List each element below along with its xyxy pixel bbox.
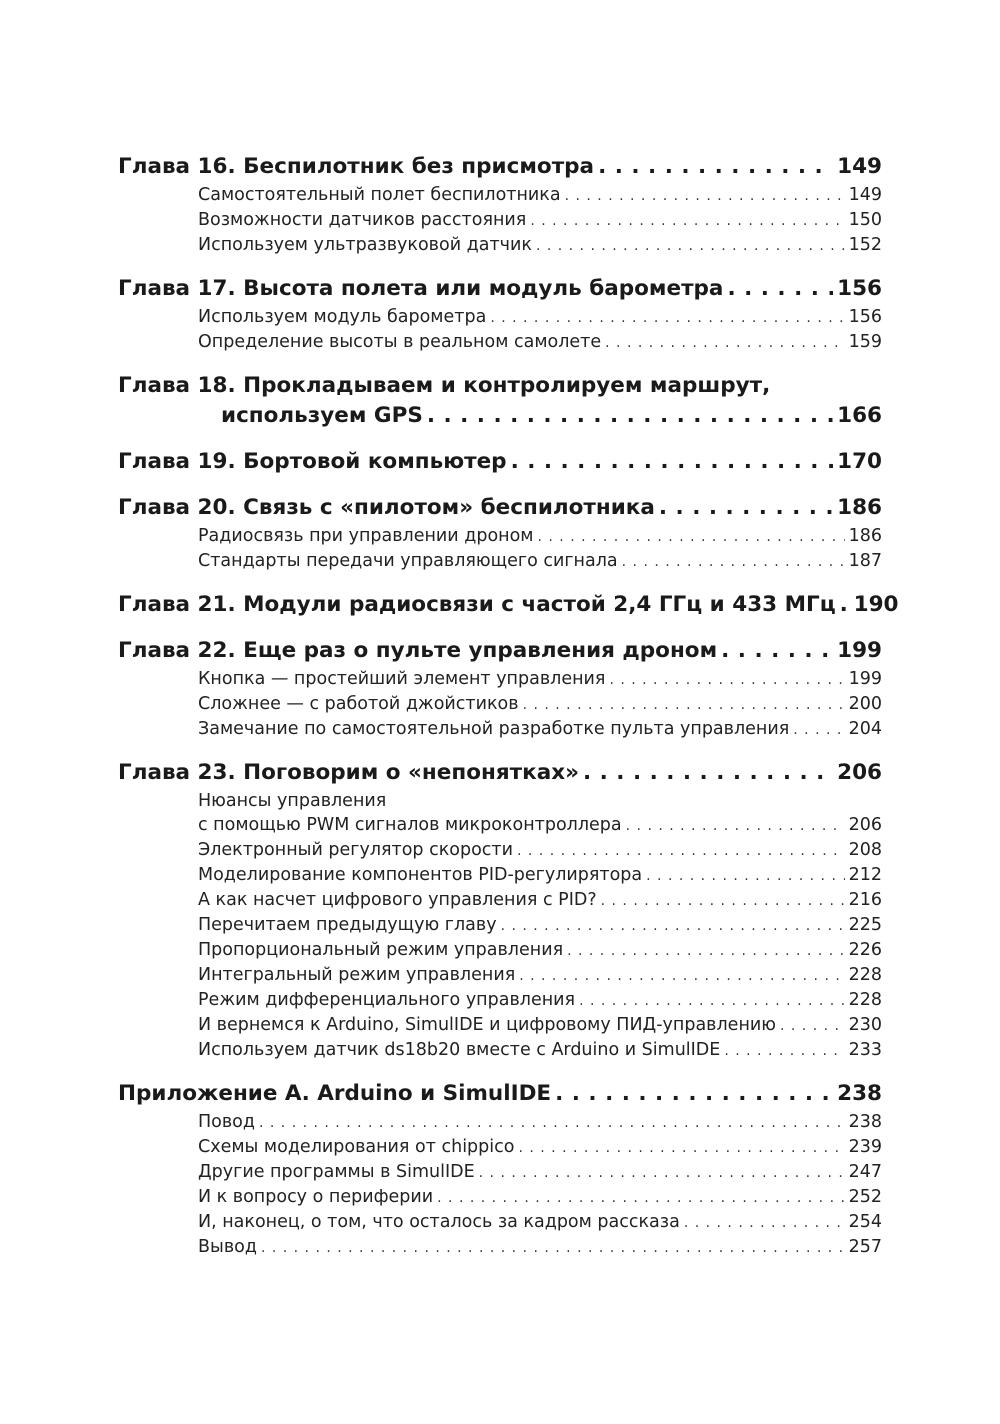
dot-leader xyxy=(565,184,845,208)
section-page-number: 150 xyxy=(848,210,882,230)
chapter-title: Глава 21. Модули радиосвязи с частой 2,4 ГГц и 433 МГц xyxy=(118,592,836,617)
section-entry xyxy=(198,717,882,742)
section-title: Замечание по самостоятельной разработке пульта управления xyxy=(198,719,790,739)
section-title: Сложнее — с работой джойстиков xyxy=(198,694,519,714)
section-page-number: 239 xyxy=(848,1137,882,1157)
dot-leader xyxy=(518,1136,844,1160)
chapter-heading xyxy=(118,758,882,788)
section-page-number: 226 xyxy=(848,940,882,960)
dot-leader xyxy=(609,668,844,692)
section-entry xyxy=(198,888,882,913)
chapter-heading xyxy=(118,371,882,431)
toc-chapter xyxy=(118,371,882,431)
dot-leader xyxy=(622,550,845,574)
toc-chapter xyxy=(118,590,899,620)
toc-chapter xyxy=(118,493,882,574)
section-entry xyxy=(198,208,882,233)
section-entry xyxy=(198,667,882,692)
section-entry xyxy=(198,233,882,258)
dot-leader xyxy=(605,331,844,355)
section-title: Режим дифференциального управления xyxy=(198,990,576,1010)
dot-leader xyxy=(261,1236,845,1260)
dot-leader xyxy=(501,914,845,938)
section-page-number: 149 xyxy=(848,185,882,205)
dot-leader xyxy=(567,939,844,963)
chapter-title: Глава 16. Беспилотник без присмотра xyxy=(118,154,595,179)
section-page-number: 159 xyxy=(848,332,882,352)
section-page-number: 254 xyxy=(848,1212,882,1232)
chapter-page-number: 238 xyxy=(837,1081,882,1106)
section-page-number: 228 xyxy=(848,990,882,1010)
section-title: Повод xyxy=(198,1112,255,1132)
section-entry xyxy=(198,1210,882,1235)
section-title: Используем датчик ds18b20 вместе с Arduino и SimulIDE xyxy=(198,1040,721,1060)
chapter-page-number: 206 xyxy=(837,760,882,785)
section-title: Кнопка — простейший элемент управления xyxy=(198,669,606,689)
section-title: И, наконец, о том, что осталось за кадром рассказа xyxy=(198,1212,680,1232)
chapter-heading xyxy=(118,636,882,666)
section-entry xyxy=(198,330,882,355)
toc-chapter xyxy=(118,152,882,258)
section-title: Моделирование компонентов PID-регулирятора xyxy=(198,865,643,885)
chapter-page-number: 166 xyxy=(837,403,882,428)
section-page-number: 187 xyxy=(848,551,882,571)
section-entry xyxy=(198,549,882,574)
section-entry xyxy=(198,1013,882,1038)
section-entry xyxy=(198,305,882,330)
section-page-number: 200 xyxy=(848,694,882,714)
dot-leader xyxy=(536,234,845,258)
dot-leader xyxy=(724,1039,844,1063)
section-title: Интегральный режим управления xyxy=(198,965,516,985)
dot-leader xyxy=(793,718,844,742)
section-entry xyxy=(198,1185,882,1210)
section-entry xyxy=(198,913,882,938)
chapter-heading xyxy=(118,493,882,523)
chapter-page-number: 156 xyxy=(837,276,882,301)
section-title: Используем модуль барометра xyxy=(198,307,487,327)
section-title: Пропорциональный режим управления xyxy=(198,940,564,960)
section-page-number: 186 xyxy=(848,526,882,546)
section-entry xyxy=(198,838,882,863)
toc-chapter xyxy=(118,758,882,1063)
section-title: А как насчет цифрового управления с PID? xyxy=(198,890,597,910)
section-page-number: 238 xyxy=(848,1112,882,1132)
section-entry xyxy=(198,1235,882,1260)
section-title: Самостоятельный полет беспилотника xyxy=(198,185,561,205)
dot-leader xyxy=(684,1211,845,1235)
dot-leader xyxy=(523,693,845,717)
section-entry xyxy=(198,789,882,813)
dot-leader xyxy=(579,989,845,1013)
toc-chapter xyxy=(118,1079,882,1260)
chapter-title: Глава 22. Еще раз о пульте управления дроном xyxy=(118,638,718,663)
chapter-title: Глава 23. Поговорим о «непонятках» xyxy=(118,760,579,785)
chapter-heading xyxy=(118,274,882,304)
section-entry xyxy=(198,692,882,717)
section-page-number: 152 xyxy=(848,235,882,255)
chapter-page-number: 199 xyxy=(837,638,882,663)
section-entry xyxy=(198,524,882,549)
section-entry xyxy=(198,183,882,208)
chapter-heading-continuation xyxy=(118,401,882,431)
section-title: Стандарты передачи управляющего сигнала xyxy=(198,551,618,571)
chapter-page-number: 186 xyxy=(837,495,882,520)
chapter-heading xyxy=(118,152,882,182)
section-title: Электронный регулятор скорости xyxy=(198,840,513,860)
section-entry xyxy=(198,813,882,838)
section-list xyxy=(118,305,882,355)
section-page-number: 156 xyxy=(848,307,882,327)
section-page-number: 247 xyxy=(848,1162,882,1182)
section-list xyxy=(118,524,882,574)
dot-leader xyxy=(427,401,833,431)
section-title: Возможности датчиков расстояния xyxy=(198,210,527,230)
section-title: с помощью PWM сигналов микроконтроллера xyxy=(198,815,622,835)
section-entry xyxy=(198,1110,882,1135)
dot-leader xyxy=(583,758,833,788)
dot-leader xyxy=(840,590,850,620)
chapter-title: Глава 17. Высота полета или модуль барометра xyxy=(118,276,724,301)
section-entry xyxy=(198,988,882,1013)
dot-leader xyxy=(659,493,833,523)
chapter-title: Приложение А. Arduino и SimulIDE xyxy=(118,1081,552,1106)
dot-leader xyxy=(511,447,834,477)
section-page-number: 230 xyxy=(848,1015,882,1035)
dot-leader xyxy=(780,1014,845,1038)
section-entry xyxy=(198,1160,882,1185)
toc-chapter xyxy=(118,274,882,355)
dot-leader xyxy=(437,1186,844,1210)
dot-leader xyxy=(530,209,844,233)
dot-leader xyxy=(517,839,845,863)
section-title: Перечитаем предыдущую главу xyxy=(198,915,497,935)
section-page-number: 206 xyxy=(848,815,882,835)
chapter-title: Глава 19. Бортовой компьютер xyxy=(118,449,507,474)
section-page-number: 199 xyxy=(848,669,882,689)
table-of-contents xyxy=(118,152,899,1276)
toc-chapter xyxy=(118,447,882,477)
dot-leader xyxy=(626,814,845,838)
section-entry xyxy=(198,1038,882,1063)
section-page-number: 204 xyxy=(848,719,882,739)
section-page-number: 212 xyxy=(848,865,882,885)
dot-leader xyxy=(727,274,833,304)
dot-leader xyxy=(479,1161,845,1185)
chapter-title: Глава 20. Связь с «пилотом» беспилотника xyxy=(118,495,655,520)
chapter-heading xyxy=(118,447,882,477)
chapter-heading xyxy=(118,1079,882,1109)
section-entry xyxy=(198,1135,882,1160)
section-title: Вывод xyxy=(198,1237,257,1257)
dot-leader xyxy=(538,525,845,549)
chapter-page-number: 170 xyxy=(837,449,882,474)
section-page-number: 257 xyxy=(848,1237,882,1257)
section-title: Используем ультразвуковой датчик xyxy=(198,235,532,255)
section-page-number: 225 xyxy=(848,915,882,935)
section-list xyxy=(118,183,882,258)
dot-leader xyxy=(259,1111,845,1135)
dot-leader xyxy=(721,636,833,666)
section-page-number: 252 xyxy=(848,1187,882,1207)
section-list xyxy=(118,789,882,1063)
chapter-title: Глава 18. Прокладываем и контролируем маршрут, xyxy=(118,373,771,398)
section-entry xyxy=(198,938,882,963)
chapter-page-number: 149 xyxy=(837,154,882,179)
section-title: Радиосвязь при управлении дроном xyxy=(198,526,534,546)
section-list xyxy=(118,667,882,742)
dot-leader xyxy=(598,152,833,182)
section-title: Определение высоты в реальном самолете xyxy=(198,332,602,352)
chapter-title-continuation: используем GPS xyxy=(221,403,423,428)
dot-leader xyxy=(646,864,844,888)
section-title: Нюансы управления xyxy=(198,791,387,811)
section-entry xyxy=(198,963,882,988)
section-entry xyxy=(198,863,882,888)
section-title: И к вопросу о периферии xyxy=(198,1187,434,1207)
section-page-number: 208 xyxy=(848,840,882,860)
section-page-number: 233 xyxy=(848,1040,882,1060)
section-page-number: 216 xyxy=(848,890,882,910)
dot-leader xyxy=(490,306,844,330)
toc-chapter xyxy=(118,636,882,742)
chapter-page-number: 190 xyxy=(853,592,899,617)
section-title: И вернемся к Arduino, SimulIDE и цифровому ПИД-управлению xyxy=(198,1015,776,1035)
dot-leader xyxy=(555,1079,833,1109)
section-title: Схемы моделирования от chippico xyxy=(198,1137,515,1157)
section-list xyxy=(118,1110,882,1260)
section-title: Другие программы в SimulIDE xyxy=(198,1162,475,1182)
dot-leader xyxy=(601,889,845,913)
dot-leader xyxy=(519,964,844,988)
chapter-heading xyxy=(118,590,899,620)
section-page-number: 228 xyxy=(848,965,882,985)
